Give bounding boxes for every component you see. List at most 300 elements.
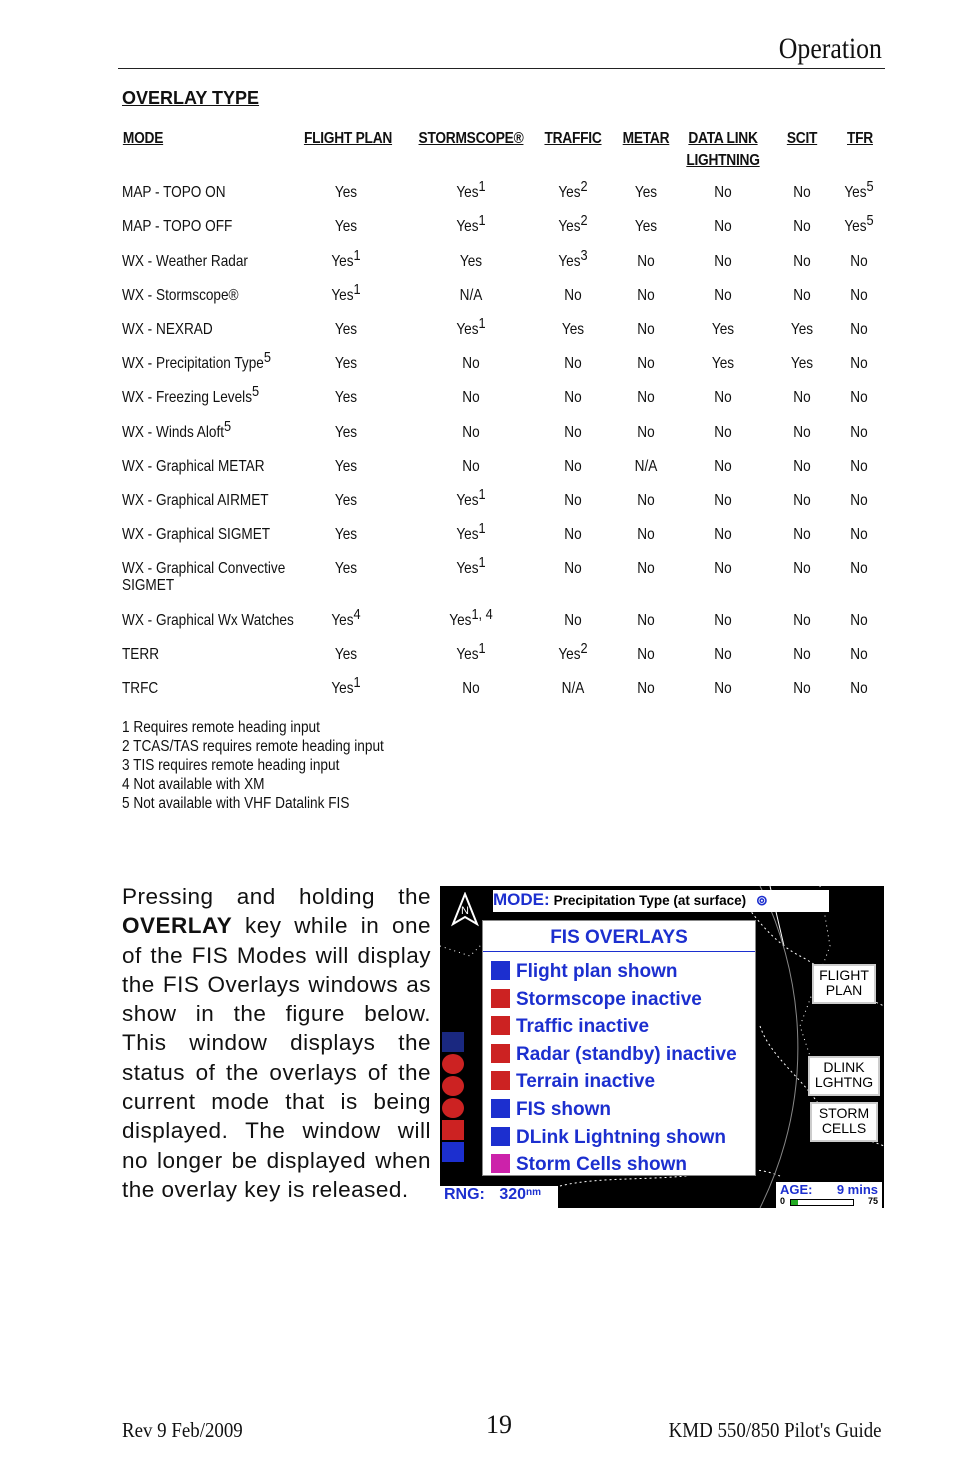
cell-value: No: [714, 389, 732, 406]
softkey-flight-plan[interactable]: FLIGHT PLAN: [812, 964, 876, 1004]
cell-value: No: [714, 560, 732, 577]
table-cell: [825, 526, 893, 544]
table-cell: [689, 612, 757, 630]
cell-value: Yes: [456, 560, 479, 577]
table-cell: [312, 674, 380, 698]
cell-value: Yes: [561, 321, 585, 338]
mode-text: WX - NEXRAD: [122, 321, 213, 338]
cell-value: Yes: [844, 218, 867, 235]
cell-value: No: [793, 492, 811, 509]
softkey-dlink-lightning[interactable]: DLINK LGHTNG: [808, 1056, 880, 1096]
table-cell: [539, 355, 607, 373]
cell-value: Yes: [334, 355, 358, 372]
table-cell: [539, 287, 607, 305]
fis-overlay-item: [491, 1154, 687, 1180]
cell-value: No: [462, 680, 480, 697]
table-row-mode: [122, 612, 294, 630]
cell-value: No: [637, 355, 655, 372]
table-cell: [437, 212, 505, 236]
age-scale-max: 75: [867, 1196, 878, 1206]
cell-value: Yes: [558, 253, 581, 270]
cell-value: Yes: [456, 646, 479, 663]
mode-footnote-ref: 5: [263, 349, 271, 366]
cell-value: Yes: [459, 253, 483, 270]
table-row-mode: [122, 218, 232, 236]
mode-text: WX - Freezing Levels: [122, 389, 252, 406]
cell-value: No: [850, 458, 868, 475]
cell-value: No: [714, 492, 732, 509]
cell-value: No: [462, 424, 480, 441]
cell-value: Yes: [334, 389, 358, 406]
fis-overlay-label: Traffic inactive: [516, 1016, 650, 1038]
table-cell: [312, 560, 380, 578]
table-cell: [825, 492, 893, 510]
cell-value: N/A: [459, 287, 483, 304]
mode-text: WX - Winds Aloft: [122, 424, 225, 441]
cell-footnote-ref: 2: [580, 178, 588, 195]
table-cell: [825, 680, 893, 698]
cell-value: Yes: [331, 612, 354, 629]
cell-value: No: [850, 321, 868, 338]
cell-value: No: [850, 389, 868, 406]
cell-value: No: [637, 560, 655, 577]
cell-footnote-ref: 1: [478, 520, 486, 537]
fis-overlays-screenshot: [440, 886, 884, 1208]
paragraph-text-1: Pressing and holding the: [122, 884, 431, 909]
table-cell: [437, 520, 505, 544]
table-row-mode: [122, 253, 248, 271]
table-cell: [539, 321, 607, 339]
mode-text: MAP - TOPO ON: [122, 184, 226, 201]
table-cell: [312, 646, 380, 664]
cell-value: No: [793, 424, 811, 441]
cell-value: No: [850, 355, 868, 372]
cell-value: No: [637, 389, 655, 406]
table-cell: [539, 560, 607, 578]
cell-value: No: [850, 560, 868, 577]
cell-value: Yes: [634, 218, 658, 235]
cell-footnote-ref: 1: [353, 247, 361, 264]
mode-label: MODE:: [493, 890, 550, 909]
flight-plan-icon: [442, 1032, 464, 1052]
cell-value: Yes: [334, 184, 358, 201]
cell-value: Yes: [558, 646, 581, 663]
fis-overlays-panel: [482, 920, 756, 1176]
cell-value: No: [714, 612, 732, 629]
cell-value: Yes: [790, 355, 814, 372]
table-cell: [312, 218, 380, 236]
table-cell: [312, 389, 380, 407]
cell-value: Yes: [334, 526, 358, 543]
cell-value: No: [850, 612, 868, 629]
footnote: 1 Requires remote heading input: [122, 719, 320, 736]
cell-value: No: [793, 526, 811, 543]
table-cell: [689, 560, 757, 578]
page-number: 19: [486, 1410, 512, 1439]
cell-value: Yes: [334, 218, 358, 235]
table-cell: [612, 612, 680, 630]
cell-value: No: [714, 458, 732, 475]
cell-value: No: [714, 253, 732, 270]
range-label: RNG:: [444, 1186, 485, 1203]
cell-value: Yes: [634, 184, 658, 201]
table-cell: [539, 458, 607, 476]
cell-footnote-ref: 1: [478, 178, 486, 195]
mode-bar: [493, 890, 829, 912]
header-rule: [118, 68, 885, 69]
cell-value: No: [793, 458, 811, 475]
table-cell: [437, 355, 505, 373]
fis-overlay-label: Terrain inactive: [516, 1071, 656, 1093]
cell-footnote-ref: 1: [478, 212, 486, 229]
mode-footnote-ref: 5: [251, 383, 260, 400]
table-cell: [539, 389, 607, 407]
cell-value: No: [714, 646, 732, 663]
table-cell: [825, 212, 893, 236]
svg-text:N: N: [461, 905, 469, 917]
cell-footnote-ref: 5: [866, 178, 874, 195]
table-cell: [689, 287, 757, 305]
footer-revision: Rev 9 Feb/2009: [122, 1418, 243, 1442]
col-header-stormscope: STORMSCOPE®: [418, 130, 524, 147]
stormscope-icon: [442, 1054, 464, 1074]
cell-value: No: [793, 680, 811, 697]
cell-value: N/A: [561, 680, 585, 697]
cell-value: No: [793, 612, 811, 629]
col-header-scit: SCIT: [786, 130, 818, 147]
age-value: 9 mins: [836, 1182, 878, 1197]
table-cell: [689, 424, 757, 442]
cell-footnote-ref: 5: [866, 212, 874, 229]
col-header-traffic: TRAFFIC: [544, 130, 602, 147]
section-title: Operation: [778, 32, 882, 65]
cell-value: Yes: [456, 492, 479, 509]
fis-overlay-label: FIS shown: [516, 1099, 611, 1120]
cell-footnote-ref: 2: [580, 212, 588, 229]
table-cell: [825, 612, 893, 630]
cell-value: No: [564, 389, 582, 406]
table-cell: [437, 287, 505, 305]
table-cell: [825, 646, 893, 664]
lightning-icon: [491, 1127, 510, 1146]
table-cell: [539, 212, 607, 236]
cell-value: No: [850, 424, 868, 441]
table-cell: [312, 281, 380, 305]
range-unit: nm: [526, 1187, 542, 1198]
cell-value: No: [637, 287, 655, 304]
fis-icon: [442, 1142, 464, 1162]
cell-value: No: [793, 253, 811, 270]
table-cell: [312, 424, 380, 442]
cell-value: Yes: [456, 184, 479, 201]
table-cell: [437, 315, 505, 339]
softkey-storm-cells[interactable]: STORM CELLS: [810, 1102, 878, 1142]
cell-value: No: [637, 424, 655, 441]
mode-footnote-ref: 5: [224, 418, 232, 435]
cell-value: No: [637, 321, 655, 338]
table-cell: [825, 424, 893, 442]
cell-value: Yes: [334, 560, 358, 577]
cell-value: No: [714, 424, 732, 441]
cell-value: No: [714, 680, 732, 697]
mode-value: Precipitation Type (at surface): [553, 893, 747, 908]
storm-cells-icon: [491, 1154, 510, 1173]
cell-value: Yes: [711, 355, 735, 372]
table-cell: [539, 640, 607, 664]
mode-text: WX - Graphical METAR: [122, 458, 265, 475]
cell-value: No: [850, 680, 868, 697]
table-cell: [312, 492, 380, 510]
table-cell: [437, 486, 505, 510]
age-bar-fill: [791, 1200, 798, 1205]
table-row-mode: [122, 646, 159, 664]
cell-value: No: [793, 389, 811, 406]
footnote: 5 Not available with VHF Datalink FIS: [122, 795, 350, 812]
table-cell: [539, 612, 607, 630]
table-cell: [437, 554, 505, 578]
radar-icon: [442, 1098, 464, 1118]
mode-text: MAP - TOPO OFF: [122, 218, 233, 235]
col-header-mode: MODE: [122, 130, 164, 147]
traffic-icon: [491, 1016, 510, 1035]
table-cell: [612, 184, 680, 202]
table-cell: [689, 646, 757, 664]
cell-value: Yes: [790, 321, 814, 338]
fis-overlay-item: [491, 1071, 655, 1097]
table-cell: [312, 606, 380, 630]
cell-footnote-ref: 1: [353, 674, 361, 691]
table-row-mode: [122, 184, 226, 202]
table-cell: [689, 355, 757, 373]
cell-footnote-ref: 1: [353, 281, 361, 298]
table-cell: [825, 560, 893, 578]
mode-text: WX - Precipitation Type: [122, 355, 264, 372]
table-title: OVERLAY TYPE: [122, 88, 260, 108]
table-cell: [612, 424, 680, 442]
fis-overlay-item: [491, 1127, 726, 1153]
footnote: 2 TCAS/TAS requires remote heading input: [122, 738, 384, 755]
footnote: 4 Not available with XM: [122, 776, 265, 793]
table-cell: [312, 355, 380, 373]
footnote: 3 TIS requires remote heading input: [122, 757, 340, 774]
cell-value: Yes: [331, 287, 354, 304]
cell-value: Yes: [456, 218, 479, 235]
table-row-mode: [122, 349, 271, 373]
cell-value: Yes: [331, 680, 354, 697]
mode-text: WX - Graphical Wx Watches: [122, 612, 294, 629]
table-cell: [612, 680, 680, 698]
cell-value: Yes: [456, 321, 479, 338]
cell-footnote-ref: 3: [580, 247, 588, 264]
col-header-metar: METAR: [622, 130, 670, 147]
radar-icon: [491, 1044, 510, 1063]
cell-value: No: [564, 355, 582, 372]
range-readout: [440, 1186, 558, 1208]
table-cell: [689, 184, 757, 202]
cell-footnote-ref: 4: [353, 606, 361, 623]
cell-value: No: [850, 253, 868, 270]
mode-text: WX - Weather Radar: [122, 253, 248, 270]
cell-value: Yes: [844, 184, 867, 201]
table-cell: [612, 458, 680, 476]
cell-value: No: [637, 612, 655, 629]
cell-footnote-ref: 2: [580, 640, 588, 657]
cell-footnote-ref: 1, 4: [471, 606, 493, 623]
cell-value: No: [462, 389, 480, 406]
cell-value: No: [564, 612, 582, 629]
table-cell: [612, 287, 680, 305]
table-cell: [437, 253, 505, 271]
table-cell: [689, 253, 757, 271]
fis-overlay-item: [491, 1016, 649, 1042]
cell-footnote-ref: 1: [478, 315, 486, 332]
fis-overlay-item: [491, 989, 702, 1015]
age-bar: [790, 1199, 854, 1206]
traffic-icon: [442, 1076, 464, 1096]
cell-footnote-ref: 1: [478, 554, 486, 571]
fis-overlay-label: Stormscope inactive: [516, 988, 702, 1010]
table-row-mode: [122, 287, 239, 305]
cell-value: Yes: [331, 253, 354, 270]
terrain-icon: [442, 1120, 464, 1140]
table-cell: [612, 218, 680, 236]
table-cell: [312, 247, 380, 271]
mode-text: TRFC: [122, 680, 159, 697]
table-cell: [612, 355, 680, 373]
table-cell: [312, 458, 380, 476]
north-arrow-icon: [450, 892, 480, 928]
stormscope-icon: [491, 989, 510, 1008]
data-age-readout: [776, 1182, 882, 1208]
table-cell: [437, 680, 505, 698]
cell-value: No: [793, 287, 811, 304]
mode-text: WX - Graphical Convective SIGMET: [122, 560, 286, 594]
cell-value: Yes: [334, 458, 358, 475]
overlay-icon-column: [442, 1032, 466, 1164]
cell-value: No: [564, 458, 582, 475]
cell-value: No: [714, 287, 732, 304]
overlay-key-name: OVERLAY: [122, 913, 233, 939]
table-cell: [825, 321, 893, 339]
cell-value: No: [793, 560, 811, 577]
table-row-mode: [122, 383, 260, 407]
cell-footnote-ref: 1: [478, 640, 486, 657]
cell-value: No: [462, 355, 480, 372]
table-cell: [612, 389, 680, 407]
cell-value: Yes: [334, 492, 358, 509]
cell-value: No: [637, 492, 655, 509]
cell-value: No: [850, 492, 868, 509]
table-cell: [312, 321, 380, 339]
table-row-mode: [122, 492, 269, 510]
cell-value: No: [564, 287, 582, 304]
table-cell: [612, 492, 680, 510]
table-cell: [437, 640, 505, 664]
cell-value: Yes: [558, 218, 581, 235]
paragraph-text-2: key while in one of the FIS Modes will display the FIS Overlays windows as show in the figure below. This window displays the status of the overlays of the current mode that is being displayed. The window will no longer be displayed when the overlay key is released.: [122, 913, 431, 1202]
cell-value: No: [564, 560, 582, 577]
table-cell: [312, 184, 380, 202]
fis-icon: [491, 1099, 510, 1118]
table-cell: [437, 424, 505, 442]
cell-value: No: [564, 526, 582, 543]
table-row-mode: [122, 680, 158, 698]
col-header-flight-plan: FLIGHT PLAN: [303, 130, 393, 147]
mode-text: WX - Stormscope®: [122, 287, 239, 304]
mode-text: WX - Graphical SIGMET: [122, 526, 271, 543]
cell-value: No: [637, 253, 655, 270]
cell-value: Yes: [711, 321, 735, 338]
table-cell: [689, 458, 757, 476]
cell-value: No: [462, 458, 480, 475]
cell-value: No: [714, 526, 732, 543]
cell-value: No: [793, 646, 811, 663]
cell-value: Yes: [449, 612, 472, 629]
mode-text: WX - Graphical AIRMET: [122, 492, 269, 509]
cell-value: Yes: [558, 184, 581, 201]
cell-value: Yes: [334, 646, 358, 663]
table-row-mode: [122, 458, 265, 476]
fis-overlay-label: Flight plan shown: [516, 961, 678, 982]
mode-text: TERR: [122, 646, 160, 663]
cell-value: Yes: [456, 526, 479, 543]
table-cell: [539, 424, 607, 442]
cell-value: No: [793, 218, 811, 235]
table-cell: [689, 680, 757, 698]
terrain-icon: [491, 1071, 510, 1090]
table-cell: [539, 247, 607, 271]
table-cell: [689, 218, 757, 236]
cell-value: No: [637, 680, 655, 697]
cell-value: No: [850, 287, 868, 304]
fis-overlay-item: [491, 961, 677, 987]
table-cell: [689, 321, 757, 339]
table-row-mode: [122, 560, 301, 594]
table-cell: [437, 178, 505, 202]
cell-value: No: [714, 218, 732, 235]
table-cell: [612, 646, 680, 664]
table-cell: [825, 253, 893, 271]
cell-value: No: [850, 526, 868, 543]
cell-value: Yes: [334, 321, 358, 338]
table-row-mode: [122, 321, 213, 339]
table-cell: [612, 253, 680, 271]
col-header-tfr: TFR: [847, 130, 873, 147]
cell-footnote-ref: 1: [478, 486, 486, 503]
overlay-toggle-icon: ⊚: [756, 892, 768, 908]
cell-value: No: [564, 492, 582, 509]
range-value: 320: [499, 1186, 527, 1203]
table-cell: [689, 389, 757, 407]
table-cell: [825, 389, 893, 407]
cell-value: N/A: [634, 458, 658, 475]
fis-overlay-item: [491, 1099, 611, 1125]
col-header-data-link-lightning: DATA LINK LIGHTNING: [686, 130, 760, 169]
description-paragraph: [122, 882, 431, 1204]
table-cell: [825, 287, 893, 305]
fis-overlay-label: DLink Lightning shown: [516, 1126, 727, 1148]
table-cell: [539, 178, 607, 202]
cell-value: No: [850, 646, 868, 663]
cell-value: No: [714, 184, 732, 201]
table-row-mode: [122, 418, 232, 442]
table-row-mode: [122, 526, 270, 544]
cell-value: No: [564, 424, 582, 441]
age-scale-min: 0: [780, 1196, 786, 1206]
table-cell: [689, 526, 757, 544]
table-cell: [825, 178, 893, 202]
table-cell: [437, 389, 505, 407]
